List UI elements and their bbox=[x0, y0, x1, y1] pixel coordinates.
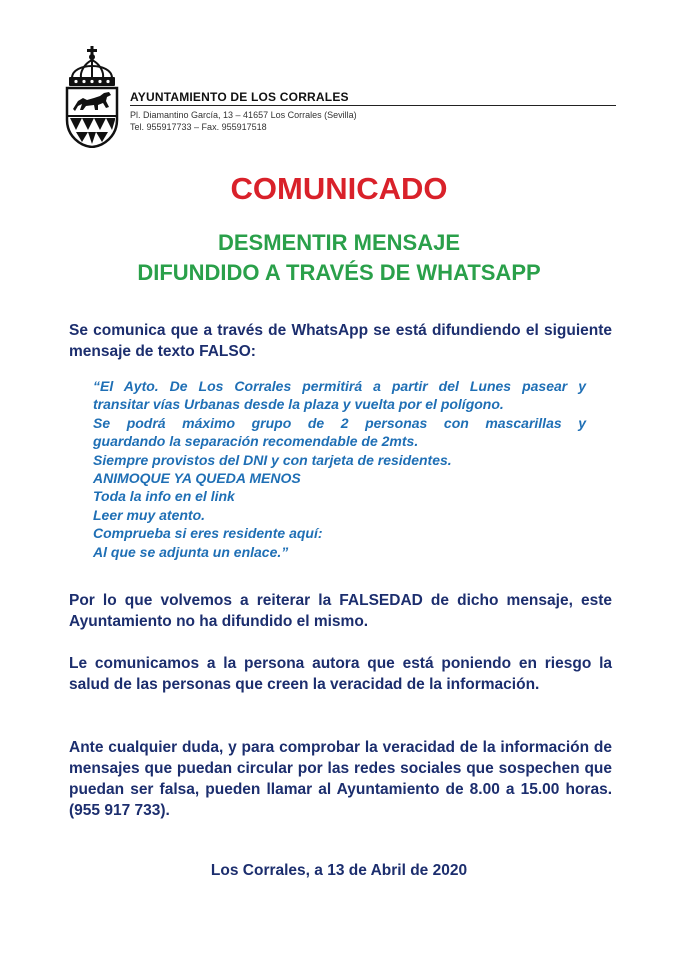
organization-phone-fax: Tel. 955917733 – Fax. 955917518 bbox=[130, 122, 267, 132]
quote-line: Toda la info en el link bbox=[93, 488, 235, 505]
dateline: Los Corrales, a 13 de Abril de 2020 bbox=[210, 862, 468, 879]
header-divider bbox=[130, 105, 616, 106]
quote-line: Siempre provistos del DNI y con tarjeta de residentes. bbox=[93, 451, 452, 468]
quote-line: ANIMOQUE YA QUEDA MENOS bbox=[93, 470, 301, 487]
quote-line: Se podrá máximo grupo de 2 personas con mascarillas y bbox=[93, 414, 586, 431]
quote-line: Comprueba si eres residente aquí: bbox=[93, 525, 323, 542]
municipal-crest-icon bbox=[64, 46, 120, 148]
subtitle-line-2: DIFUNDIDO A TRAVÉS DE WHATSAPP bbox=[137, 260, 541, 285]
paragraph-falsehood: Por lo que volvemos a reiterar la FALSEDAD de dicho mensaje, este Ayuntamiento no ha difundido el mismo. bbox=[69, 592, 612, 630]
notice-subtitle bbox=[0, 228, 678, 288]
notice-title: COMUNICADO bbox=[230, 171, 448, 206]
quote-line: transitar vías Urbanas desde la plaza y vuelta por el polígono. bbox=[93, 396, 504, 413]
subtitle-line-1: DESMENTIR MENSAJE bbox=[217, 230, 461, 255]
intro-paragraph: Se comunica que a través de WhatsApp se está difundiendo el siguiente mensaje de texto FALSO: bbox=[69, 322, 612, 360]
quote-line: guardando la separación recomendable de 2mts. bbox=[93, 433, 419, 450]
quoted-message bbox=[93, 377, 586, 561]
organization-header bbox=[130, 90, 616, 133]
organization-address: Pl. Diamantino García, 13 – 41657 Los Corrales (Sevilla) bbox=[130, 110, 357, 120]
organization-name: AYUNTAMIENTO DE LOS CORRALES bbox=[130, 90, 349, 104]
paragraph-author-warning: Le comunicamos a la persona autora que está poniendo en riesgo la salud de las personas que creen la veracidad de la información. bbox=[69, 655, 612, 693]
paragraph-contact-info: Ante cualquier duda, y para comprobar la veracidad de la información de mensajes que puedan circular por las redes sociales que sospechen que puedan ser falsa, pueden llamar al Ayuntamiento de 8.00 a 15.00 horas. (955 917 733). bbox=[69, 739, 612, 819]
quote-line: Al que se adjunta un enlace.” bbox=[93, 543, 289, 560]
quote-line: Leer muy atento. bbox=[93, 506, 206, 523]
quote-line: “El Ayto. De Los Corrales permitirá a partir del Lunes pasear y bbox=[93, 378, 586, 394]
letterhead bbox=[64, 46, 616, 150]
